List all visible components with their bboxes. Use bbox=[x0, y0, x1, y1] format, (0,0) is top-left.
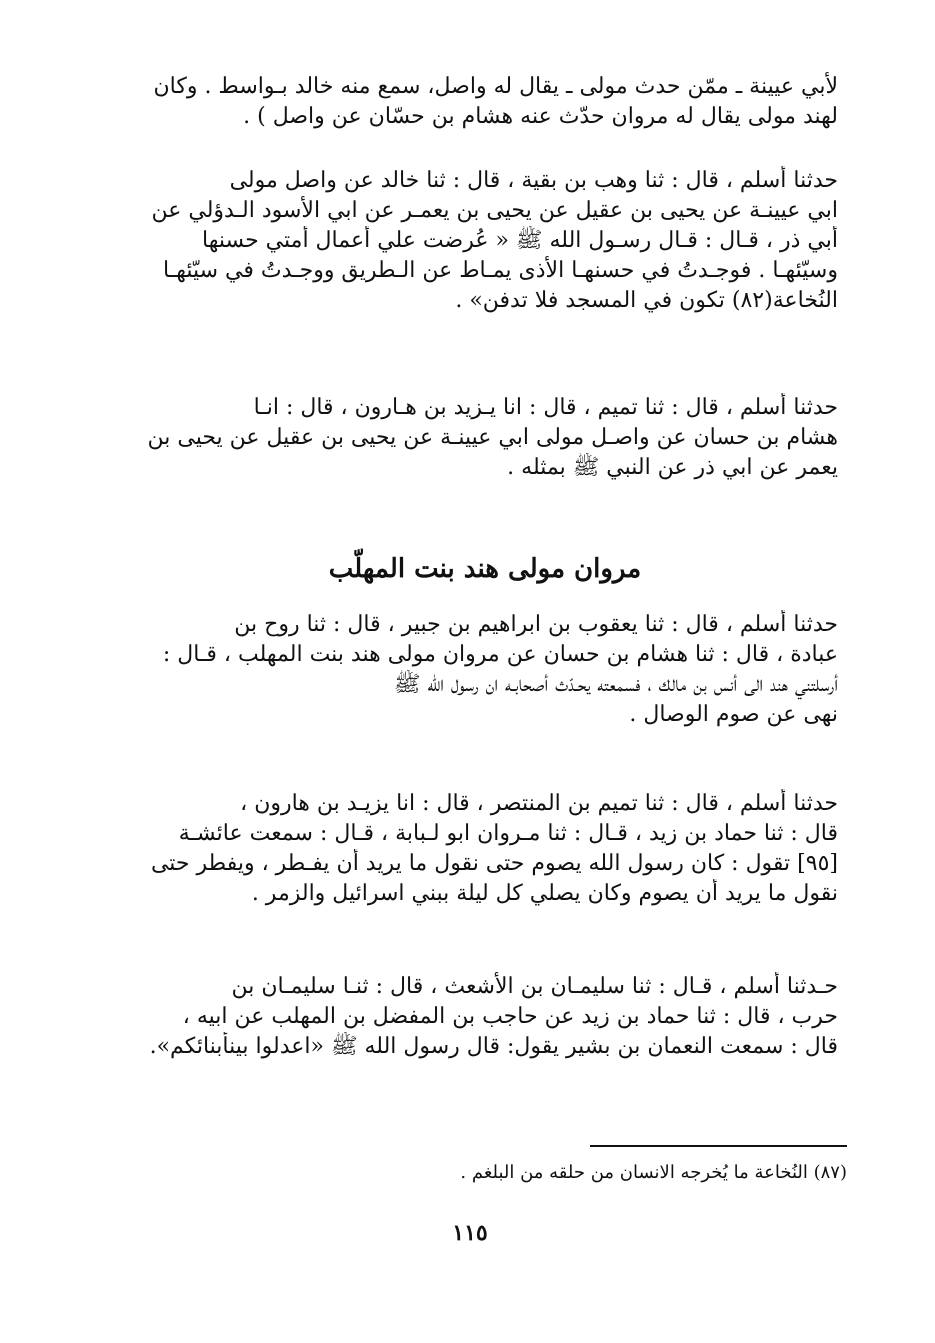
text-line: [٩٥] تقول : كان رسول الله يصوم حتى نقول ما يريد أن يفـطر ، ويفطر حتى bbox=[150, 851, 838, 876]
text-line: حدثنا أسلم ، قال : ثنا تميم بن المنتصر ، قال : انا يزيـد بن هارون ، bbox=[240, 791, 838, 816]
text-line: حدثنا أسلم ، قال : ثنا تميم ، قال : انا يـزيد بن هـارون ، قال : انـا bbox=[253, 395, 838, 420]
text-line: قال : سمعت النعمان بن بشير يقول: قال رسول الله ﷺ «اعدلوا بينأبنائكم». bbox=[149, 1034, 838, 1059]
text-line: حدثنا أسلم ، قال : ثنا وهب بن بقية ، قال : ثنا خالد عن واصل مولى bbox=[229, 168, 838, 193]
text-line: حدثنا أسلم ، قال : ثنا يعقوب بن ابراهيم بن جبير ، قال : ثنا روح بن bbox=[234, 612, 838, 637]
paragraph-4 bbox=[132, 610, 838, 730]
text-line: لهند مولى يقال له مروان حدّث عنه هشام بن حسّان عن واصل ) . bbox=[243, 104, 838, 129]
footnote: (٨٧) النُخاعة ما يُخرجه الانسان من حلقه من البلغم . bbox=[460, 1162, 847, 1183]
page-number: ١١٥ bbox=[452, 1220, 488, 1246]
text-line: النُخاعة(٨٢) تكون في المسجد فلا تدفن» . bbox=[455, 288, 838, 313]
text-line: أرسلتني هند الى أنس بن مالك ، فسمعته يحـدّث أصحابـه ان رسول الله ﷺ bbox=[393, 672, 838, 697]
text-line: قال : ثنا حماد بن زيد ، قـال : ثنا مـروان ابو لـبابة ، قـال : سمعت عائشـة bbox=[178, 821, 838, 846]
text-line: هشام بن حسان عن واصـل مولى ابي عيينـة عن يحيى بن عقيل عن يحيى بن bbox=[147, 425, 838, 450]
text-line: حـدثنا أسلم ، قـال : ثنا سليمـان بن الأشعث ، قال : ثنـا سليمـان بن bbox=[231, 974, 838, 999]
section-heading: مروان مولى هند بنت المهلّب bbox=[328, 554, 642, 584]
paragraph-3 bbox=[132, 393, 838, 483]
text-line: نقول ما يريد أن يصوم وكان يصلي كل ليلة ببني اسرائيل والزمر . bbox=[251, 881, 838, 906]
paragraph-2 bbox=[132, 166, 838, 316]
paragraph-1 bbox=[132, 72, 838, 132]
text-line: حرب ، قال : ثنا حماد بن زيد عن حاجب بن المفضل بن المهلب عن ابيه ، bbox=[182, 1004, 838, 1029]
text-line: عبادة ، قال : ثنا هشام بن حسان عن مروان مولى هند بنت المهلب ، قـال : bbox=[162, 642, 838, 667]
text-line: لأبي عيينة ـ ممّن حدث مولى ـ يقال له واصل، سمع منه خالد بـواسط . وكان bbox=[153, 74, 838, 99]
text-line: ابي عيينـة عن يحيى بن عقيل عن يحيى بن يعمـر عن ابي الأسود الـدؤلي عن bbox=[151, 198, 838, 223]
text-line: يعمر عن ابي ذر عن النبي ﷺ بمثله . bbox=[507, 455, 838, 480]
text-line: وسيّئهـا . فوجـدتُ في حسنهـا الأذى يمـاط عن الـطريق ووجـدتُ في سيّئهـا bbox=[163, 258, 838, 283]
paragraph-6 bbox=[132, 972, 838, 1062]
text-line: نهى عن صوم الوصال . bbox=[629, 702, 838, 727]
footnote-divider bbox=[590, 1145, 847, 1147]
paragraph-5 bbox=[132, 789, 838, 909]
text-line: أبي ذر ، قـال : قـال رسـول الله ﷺ « عُرضت علي أعمال أمتي حسنها bbox=[201, 228, 838, 253]
